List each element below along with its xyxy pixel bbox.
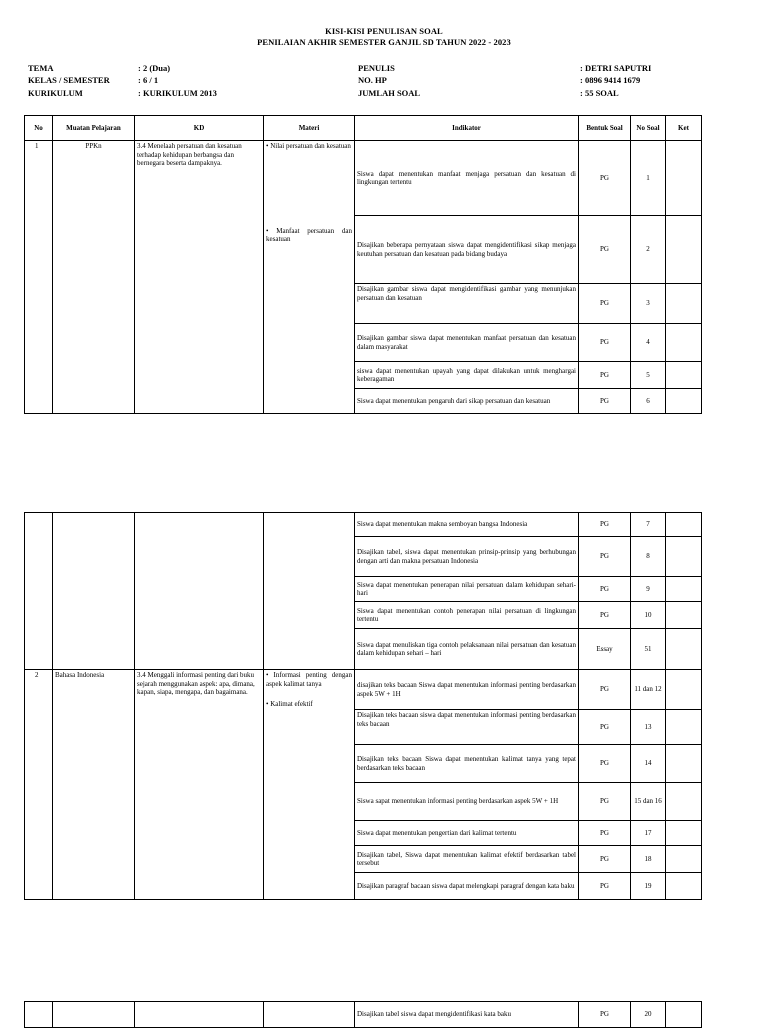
- column-header-indikator: Indikator: [355, 116, 579, 141]
- row-kd: 3.4 Menggali informasi penting dari buku sejarah menggunakan aspek: apa, dimana, kapan, siapa, mengapa, dan bagaimana.: [135, 670, 264, 900]
- bentuk-cell: PG: [579, 745, 631, 783]
- bentuk-cell: Essay: [579, 629, 631, 670]
- materi-item: • Informasi penting dengan aspek kalimat tanya: [266, 671, 352, 688]
- bentuk-cell: PG: [579, 710, 631, 745]
- column-header-muatan: Muatan Pelajaran: [53, 116, 135, 141]
- ket-cell: [666, 577, 702, 602]
- meta-value-tema: : 2 (Dua): [138, 63, 171, 73]
- indikator-cell: Siswa dapat menentukan manfaat menjaga persatuan dan kesatuan di lingkungan tertentu: [355, 141, 579, 216]
- no-soal-cell: 19: [631, 873, 666, 900]
- column-header-kd: KD: [135, 116, 264, 141]
- bentuk-cell: PG: [579, 216, 631, 284]
- meta-value-nohp: : 0896 9414 1679: [580, 75, 641, 85]
- no-soal-cell: 7: [631, 513, 666, 537]
- ket-cell: [666, 783, 702, 821]
- meta-value-kurikulum: : KURIKULUM 2013: [138, 88, 217, 98]
- no-soal-cell: 4: [631, 324, 666, 362]
- no-soal-cell: 14: [631, 745, 666, 783]
- materi-item: • Kalimat efektif: [266, 700, 313, 708]
- indikator-cell: disajikan teks bacaan Siswa dapat menentukan informasi penting berdasarkan aspek 5W + 1H: [355, 670, 579, 710]
- column-header-ket: Ket: [666, 116, 702, 141]
- indikator-cell: Siswa sapat menentukan informasi penting berdasarkan aspek 5W + 1H: [355, 783, 579, 821]
- bentuk-cell: PG: [579, 389, 631, 414]
- column-header-materi: Materi: [264, 116, 355, 141]
- kisi-kisi-table-2: [24, 512, 702, 900]
- ket-cell: [666, 670, 702, 710]
- table-header-row: [25, 116, 702, 141]
- ket-cell: [666, 821, 702, 846]
- no-soal-cell: 5: [631, 362, 666, 389]
- row-materi: [264, 513, 355, 670]
- indikator-cell: Siswa dapat menentukan pengaruh dari sikap persatuan dan kesatuan: [355, 389, 579, 414]
- bentuk-cell: PG: [579, 577, 631, 602]
- bentuk-cell: PG: [579, 846, 631, 873]
- no-soal-cell: 11 dan 12: [631, 670, 666, 710]
- no-soal-cell: 18: [631, 846, 666, 873]
- bentuk-cell: PG: [579, 602, 631, 629]
- indikator-cell: Siswa dapat menentukan penerapan nilai persatuan dalam kehidupan sehari-hari: [355, 577, 579, 602]
- no-soal-cell: 10: [631, 602, 666, 629]
- meta-label-kurikulum: KURIKULUM: [28, 88, 83, 98]
- indikator-cell: Disajikan teks bacaan Siswa dapat menentukan kalimat tanya yang tepat berdasarkan teks bacaan: [355, 745, 579, 783]
- ket-cell: [666, 602, 702, 629]
- ket-cell: [666, 324, 702, 362]
- bentuk-cell: PG: [579, 1002, 631, 1028]
- ket-cell: [666, 389, 702, 414]
- document-subtitle: PENILAIAN AKHIR SEMESTER GANJIL SD TAHUN 2022 - 2023: [257, 37, 511, 47]
- bentuk-cell: PG: [579, 537, 631, 577]
- ket-cell: [666, 846, 702, 873]
- no-soal-cell: 3: [631, 284, 666, 324]
- row-muatan: PPKn: [53, 141, 135, 414]
- no-soal-cell: 6: [631, 389, 666, 414]
- meta-label-nohp: NO. HP: [358, 75, 387, 85]
- indikator-cell: Siswa dapat menuliskan tiga contoh pelaksanaan nilai persatuan dan kesatuan dalam kehidupan sehari – hari: [355, 629, 579, 670]
- table-row: [25, 141, 702, 216]
- no-soal-cell: 20: [631, 1002, 666, 1028]
- ket-cell: [666, 141, 702, 216]
- indikator-cell: Disajikan tabel, siswa dapat menentukan prinsip-prinsip yang berhubungan dengan arti dan makna persatuan Indonesia: [355, 537, 579, 577]
- ket-cell: [666, 284, 702, 324]
- row-materi: [264, 670, 355, 900]
- indikator-cell: Disajikan paragraf bacaan siswa dapat melengkapi paragraf dengan kata baku: [355, 873, 579, 900]
- bentuk-cell: PG: [579, 141, 631, 216]
- column-header-no-soal: No Soal: [631, 116, 666, 141]
- column-header-no: No: [25, 116, 53, 141]
- no-soal-cell: 15 dan 16: [631, 783, 666, 821]
- bentuk-cell: PG: [579, 873, 631, 900]
- meta-value-penulis: : DETRI SAPUTRI: [580, 63, 652, 73]
- table-row: [25, 513, 702, 537]
- row-muatan: Bahasa Indonesia: [53, 670, 135, 900]
- indikator-cell: Siswa dapat menentukan makna semboyan bangsa Indonesia: [355, 513, 579, 537]
- no-soal-cell: 2: [631, 216, 666, 284]
- row-kd: [135, 513, 264, 670]
- row-materi: [264, 141, 355, 414]
- meta-label-tema: TEMA: [28, 63, 54, 73]
- bentuk-cell: PG: [579, 362, 631, 389]
- ket-cell: [666, 745, 702, 783]
- row-no: [25, 513, 53, 670]
- bentuk-cell: PG: [579, 670, 631, 710]
- row-no: 1: [25, 141, 53, 414]
- row-muatan: [53, 513, 135, 670]
- indikator-cell: Siswa dapat menentukan pengertian dari kalimat tertentu: [355, 821, 579, 846]
- indikator-cell: Disajikan teks bacaan siswa dapat menentukan informasi penting berdasarkan teks bacaan: [355, 710, 579, 745]
- indikator-cell: Disajikan gambar siswa dapat mengidentifikasi gambar yang menunjukan persatuan dan kesatuan: [355, 284, 579, 324]
- column-header-bentuk: Bentuk Soal: [579, 116, 631, 141]
- row-kd: 3.4 Menelaah persatuan dan kesatuan terhadap kehidupan berbangsa dan bernegara beserta dampaknya.: [135, 141, 264, 414]
- no-soal-cell: 17: [631, 821, 666, 846]
- indikator-cell: siswa dapat menentukan upayah yang dapat dilakukan untuk menghargai keberagaman: [355, 362, 579, 389]
- no-soal-cell: 9: [631, 577, 666, 602]
- bentuk-cell: PG: [579, 324, 631, 362]
- indikator-cell: Disajikan beberapa pernyataan siswa dapat mengidentifikasi sikap menjaga keutuhan persatuan dan kesatuan pada bidang budaya: [355, 216, 579, 284]
- ket-cell: [666, 513, 702, 537]
- indikator-cell: Disajikan gambar siswa dapat menentukan manfaat persatuan dan kesatuan dalam masyarakat: [355, 324, 579, 362]
- ket-cell: [666, 537, 702, 577]
- table-row: [25, 670, 702, 710]
- meta-label-jumlah-soal: JUMLAH SOAL: [358, 88, 421, 98]
- ket-cell: [666, 873, 702, 900]
- materi-item: • Nilai persatuan dan kesatuan: [266, 142, 351, 150]
- no-soal-cell: 8: [631, 537, 666, 577]
- bentuk-cell: PG: [579, 783, 631, 821]
- meta-value-jumlah-soal: : 55 SOAL: [580, 88, 619, 98]
- indikator-cell: Disajikan tabel siswa dapat mengidentifikasi kata baku: [355, 1002, 579, 1028]
- indikator-cell: Disajikan tabel, Siswa dapat menentukan kalimat efektif berdasarkan tabel tersebut: [355, 846, 579, 873]
- bentuk-cell: PG: [579, 284, 631, 324]
- ket-cell: [666, 629, 702, 670]
- no-soal-cell: 13: [631, 710, 666, 745]
- meta-label-penulis: PENULIS: [358, 63, 395, 73]
- kisi-kisi-table-1: [24, 115, 702, 414]
- indikator-cell: Siswa dapat menentukan contoh penerapan nilai persatuan di lingkungan tertentu: [355, 602, 579, 629]
- no-soal-cell: 51: [631, 629, 666, 670]
- bentuk-cell: PG: [579, 513, 631, 537]
- document-title: KISI-KISI PENULISAN SOAL: [325, 26, 443, 36]
- ket-cell: [666, 362, 702, 389]
- ket-cell: [666, 710, 702, 745]
- meta-label-kelas: KELAS / SEMESTER: [28, 75, 110, 85]
- ket-cell: [666, 216, 702, 284]
- materi-item: • Manfaat persatuan dan kesatuan: [266, 226, 352, 243]
- bentuk-cell: PG: [579, 821, 631, 846]
- meta-value-kelas: : 6 / 1: [138, 75, 159, 85]
- row-no: 2: [25, 670, 53, 900]
- no-soal-cell: 1: [631, 141, 666, 216]
